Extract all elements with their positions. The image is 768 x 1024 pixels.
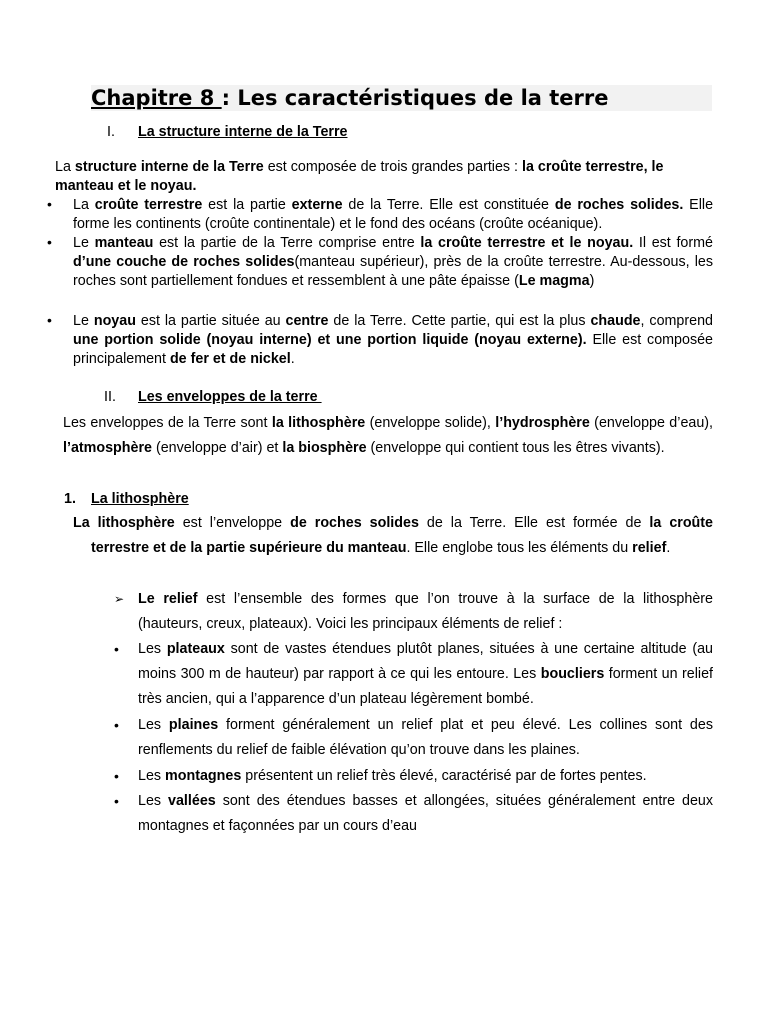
list-bold: plateaux xyxy=(166,641,225,657)
para-bold: la biosphère xyxy=(282,440,367,456)
list-text: ) xyxy=(589,273,595,289)
list-text: , comprend xyxy=(640,313,713,329)
para-text: de la Terre. Elle est formée de xyxy=(418,515,650,531)
intro-text: est composée de trois grandes parties : xyxy=(263,159,522,175)
list-text: La xyxy=(73,197,95,213)
list-bold: croûte terrestre xyxy=(94,197,203,213)
list-text: Le xyxy=(73,235,95,251)
list-text: forment généralement un relief plat et peu élevé. Les collines sont des renflements du relief de faible élévation qu’on trouve dans les plaines. xyxy=(138,717,713,758)
list-bold: montagnes xyxy=(165,768,242,784)
bullet-icon: • xyxy=(114,717,119,733)
para-bold: Le relief xyxy=(138,591,198,607)
intro-bold: la croûte terrestre, le manteau et le noyau. xyxy=(55,159,664,194)
bullet-icon: • xyxy=(114,641,119,657)
bullet-icon: • xyxy=(47,312,52,328)
list-text: Elle est composée principalement xyxy=(73,332,714,367)
list-text: de la Terre. Elle est constituée xyxy=(342,197,555,213)
bullet-icon: • xyxy=(47,234,52,250)
list-text: sont de vastes étendues plutôt planes, situées à une certaine altitude (au moins 300 m de hauteur) par rapport à ce qui les entoure. Les xyxy=(138,641,713,682)
list-item-core xyxy=(73,312,713,369)
para-bold: la lithosphère xyxy=(271,415,366,431)
lithosphere-paragraph xyxy=(73,511,714,561)
intro-bold: structure interne de la Terre xyxy=(74,159,264,175)
para-text: . xyxy=(666,540,671,556)
para-text: (enveloppe solide), xyxy=(365,415,496,431)
list-text: forment un relief très ancien, qui a l’apparence d’un plateau légèrement bombé. xyxy=(138,666,713,707)
para-bold: la croûte terrestre et de la partie supérieure du manteau xyxy=(91,515,714,556)
para-bold: de roches solides xyxy=(290,515,419,531)
list-text: . xyxy=(290,351,295,367)
para-text: . Elle englobe tous les éléments du xyxy=(406,540,633,556)
para-text: est l’ensemble des formes que l’on trouve à la surface de la lithosphère (hauteurs, creux, plateaux). Voici les principaux éléments de relief : xyxy=(138,591,713,632)
list-text: Les xyxy=(138,717,169,733)
list-bold: chaude xyxy=(590,313,641,329)
list-text: est la partie xyxy=(202,197,292,213)
list-bold: centre xyxy=(285,313,329,329)
list-item-plaines xyxy=(138,713,713,763)
chapter-number: Chapitre 8 xyxy=(91,86,222,110)
bullet-icon: • xyxy=(114,793,119,809)
para-text: (enveloppe d’eau), xyxy=(589,415,714,431)
list-text: présentent un relief très élevé, caractérisé par de fortes pentes. xyxy=(241,768,647,784)
list-bold: manteau xyxy=(94,235,154,251)
list-item-crust xyxy=(73,196,713,234)
subsection-1-number: 1. xyxy=(64,491,76,507)
list-bold: noyau xyxy=(93,313,136,329)
list-bold: de fer et de nickel xyxy=(169,351,291,367)
list-text: Les xyxy=(138,641,167,657)
arrow-bullet-icon: ➢ xyxy=(114,592,125,606)
para-text: Les enveloppes de la Terre sont xyxy=(63,415,272,431)
list-bold: d’une couche de roches solides xyxy=(73,254,295,270)
bullet-icon: • xyxy=(47,196,52,212)
list-text: de la Terre. Cette partie, qui est la plus xyxy=(328,313,591,329)
para-bold: relief xyxy=(632,540,667,556)
list-text: Il est formé xyxy=(633,235,713,251)
list-text: sont des étendues basses et allongées, situées généralement entre deux montagnes et façonnées par un cours d’eau xyxy=(138,793,714,834)
para-bold: l’hydrosphère xyxy=(495,415,590,431)
list-bold: de roches solides. xyxy=(554,197,684,213)
list-bold: une portion solide (noyau interne) et une portion liquide (noyau externe). xyxy=(73,332,587,348)
list-text: Les xyxy=(138,768,166,784)
list-text: Les xyxy=(138,793,169,809)
list-text: (manteau supérieur), près de la croûte terrestre. Au-dessous, les roches sont partiellement fondues et ressemblent à une pâte épaisse ( xyxy=(73,254,713,289)
section-2-number: II. xyxy=(104,389,116,405)
intro-paragraph xyxy=(55,158,715,196)
list-item-vallees xyxy=(138,789,713,839)
section-2-heading: Les enveloppes de la terre xyxy=(138,389,322,405)
envelopes-paragraph xyxy=(63,411,713,461)
list-item-mantle xyxy=(73,234,713,291)
list-bold: la croûte terrestre et le noyau. xyxy=(420,235,634,251)
intro-text: La xyxy=(55,159,75,175)
chapter-subtitle: : Les caractéristiques de la terre xyxy=(221,86,609,110)
chapter-title xyxy=(91,85,712,111)
section-1-number: I. xyxy=(107,124,115,140)
list-text: Le xyxy=(73,313,94,329)
list-text: Elle forme les continents (croûte continentale) et le fond des océans (croûte océanique). xyxy=(73,197,714,232)
list-bold: vallées xyxy=(168,793,216,809)
relief-paragraph xyxy=(138,587,713,637)
list-text: est la partie située au xyxy=(135,313,286,329)
list-bold: externe xyxy=(291,197,343,213)
para-text: est l’enveloppe xyxy=(174,515,291,531)
list-item-montagnes xyxy=(138,764,713,789)
list-text: est la partie de la Terre comprise entre xyxy=(153,235,421,251)
para-text: (enveloppe d’air) et xyxy=(152,440,283,456)
bullet-icon: • xyxy=(114,768,119,784)
subsection-1-heading: La lithosphère xyxy=(91,491,189,507)
list-bold: Le magma xyxy=(518,273,590,289)
list-item-plateaux xyxy=(138,637,713,712)
para-text: (enveloppe qui contient tous les êtres vivants). xyxy=(366,440,665,456)
section-1-heading: La structure interne de la Terre xyxy=(138,124,348,140)
list-bold: plaines xyxy=(168,717,219,733)
para-bold: La lithosphère xyxy=(73,515,175,531)
list-bold: boucliers xyxy=(540,666,605,682)
para-bold: l’atmosphère xyxy=(63,440,152,456)
